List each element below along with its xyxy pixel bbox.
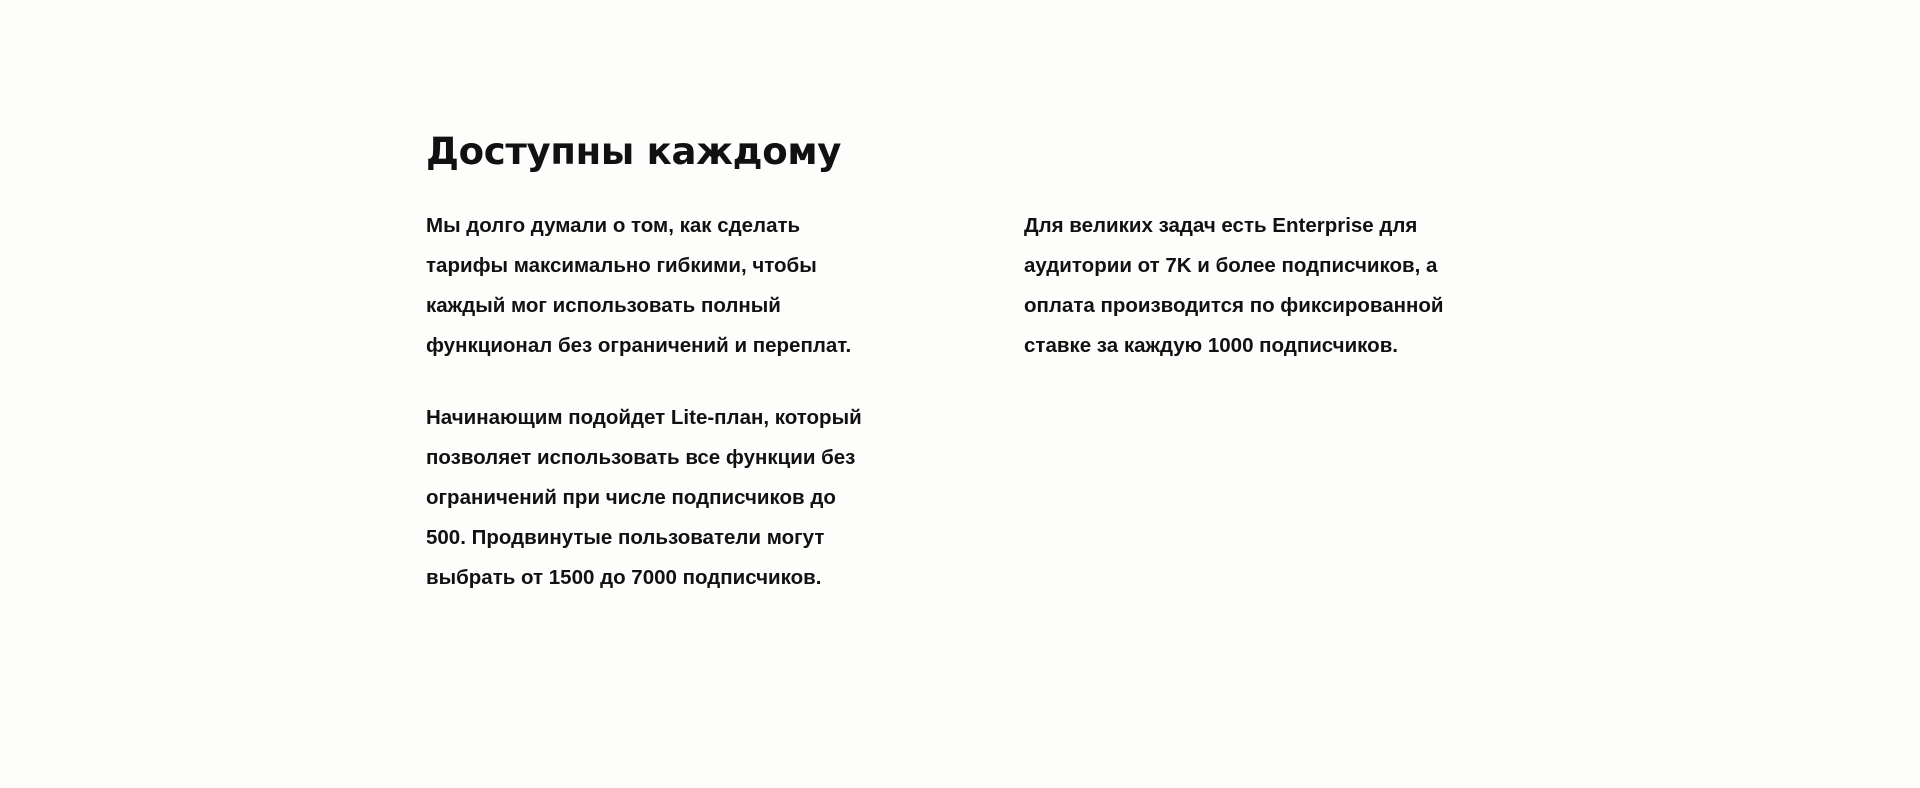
paragraph-line: оплата производится по фиксированной [1024,294,1444,317]
paragraph-line: ограничений при числе подписчиков до [426,486,836,509]
paragraph-line: аудитории от 7K и более подписчиков, а [1024,254,1438,277]
enterprise-paragraph [1024,206,1504,366]
right-column [1024,206,1504,366]
paragraph-line: каждый мог использовать полный [426,294,781,317]
text-columns [426,206,1526,626]
paragraph-line: 500. Продвинутые пользователи могут [426,526,825,549]
paragraph-line: тарифы максимально гибкими, чтобы [426,254,817,277]
left-column [426,206,906,598]
paragraph-line: выбрать от 1500 до 7000 подписчиков. [426,566,822,589]
paragraph-line: ставке за каждую 1000 подписчиков. [1024,334,1398,357]
section-title: Доступны каждому [426,130,842,173]
pricing-info-section [426,128,1526,626]
lite-plan-paragraph [426,398,906,598]
paragraph-line: Для великих задач есть Enterprise для [1024,214,1418,237]
paragraph-line: Мы долго думали о том, как сделать [426,214,801,237]
paragraph-line: позволяет использовать все функции без [426,446,856,469]
paragraph-line: функционал без ограничений и переплат. [426,334,852,357]
flexible-pricing-paragraph [426,206,906,366]
paragraph-line: Начинающим подойдет Lite-план, который [426,406,862,429]
